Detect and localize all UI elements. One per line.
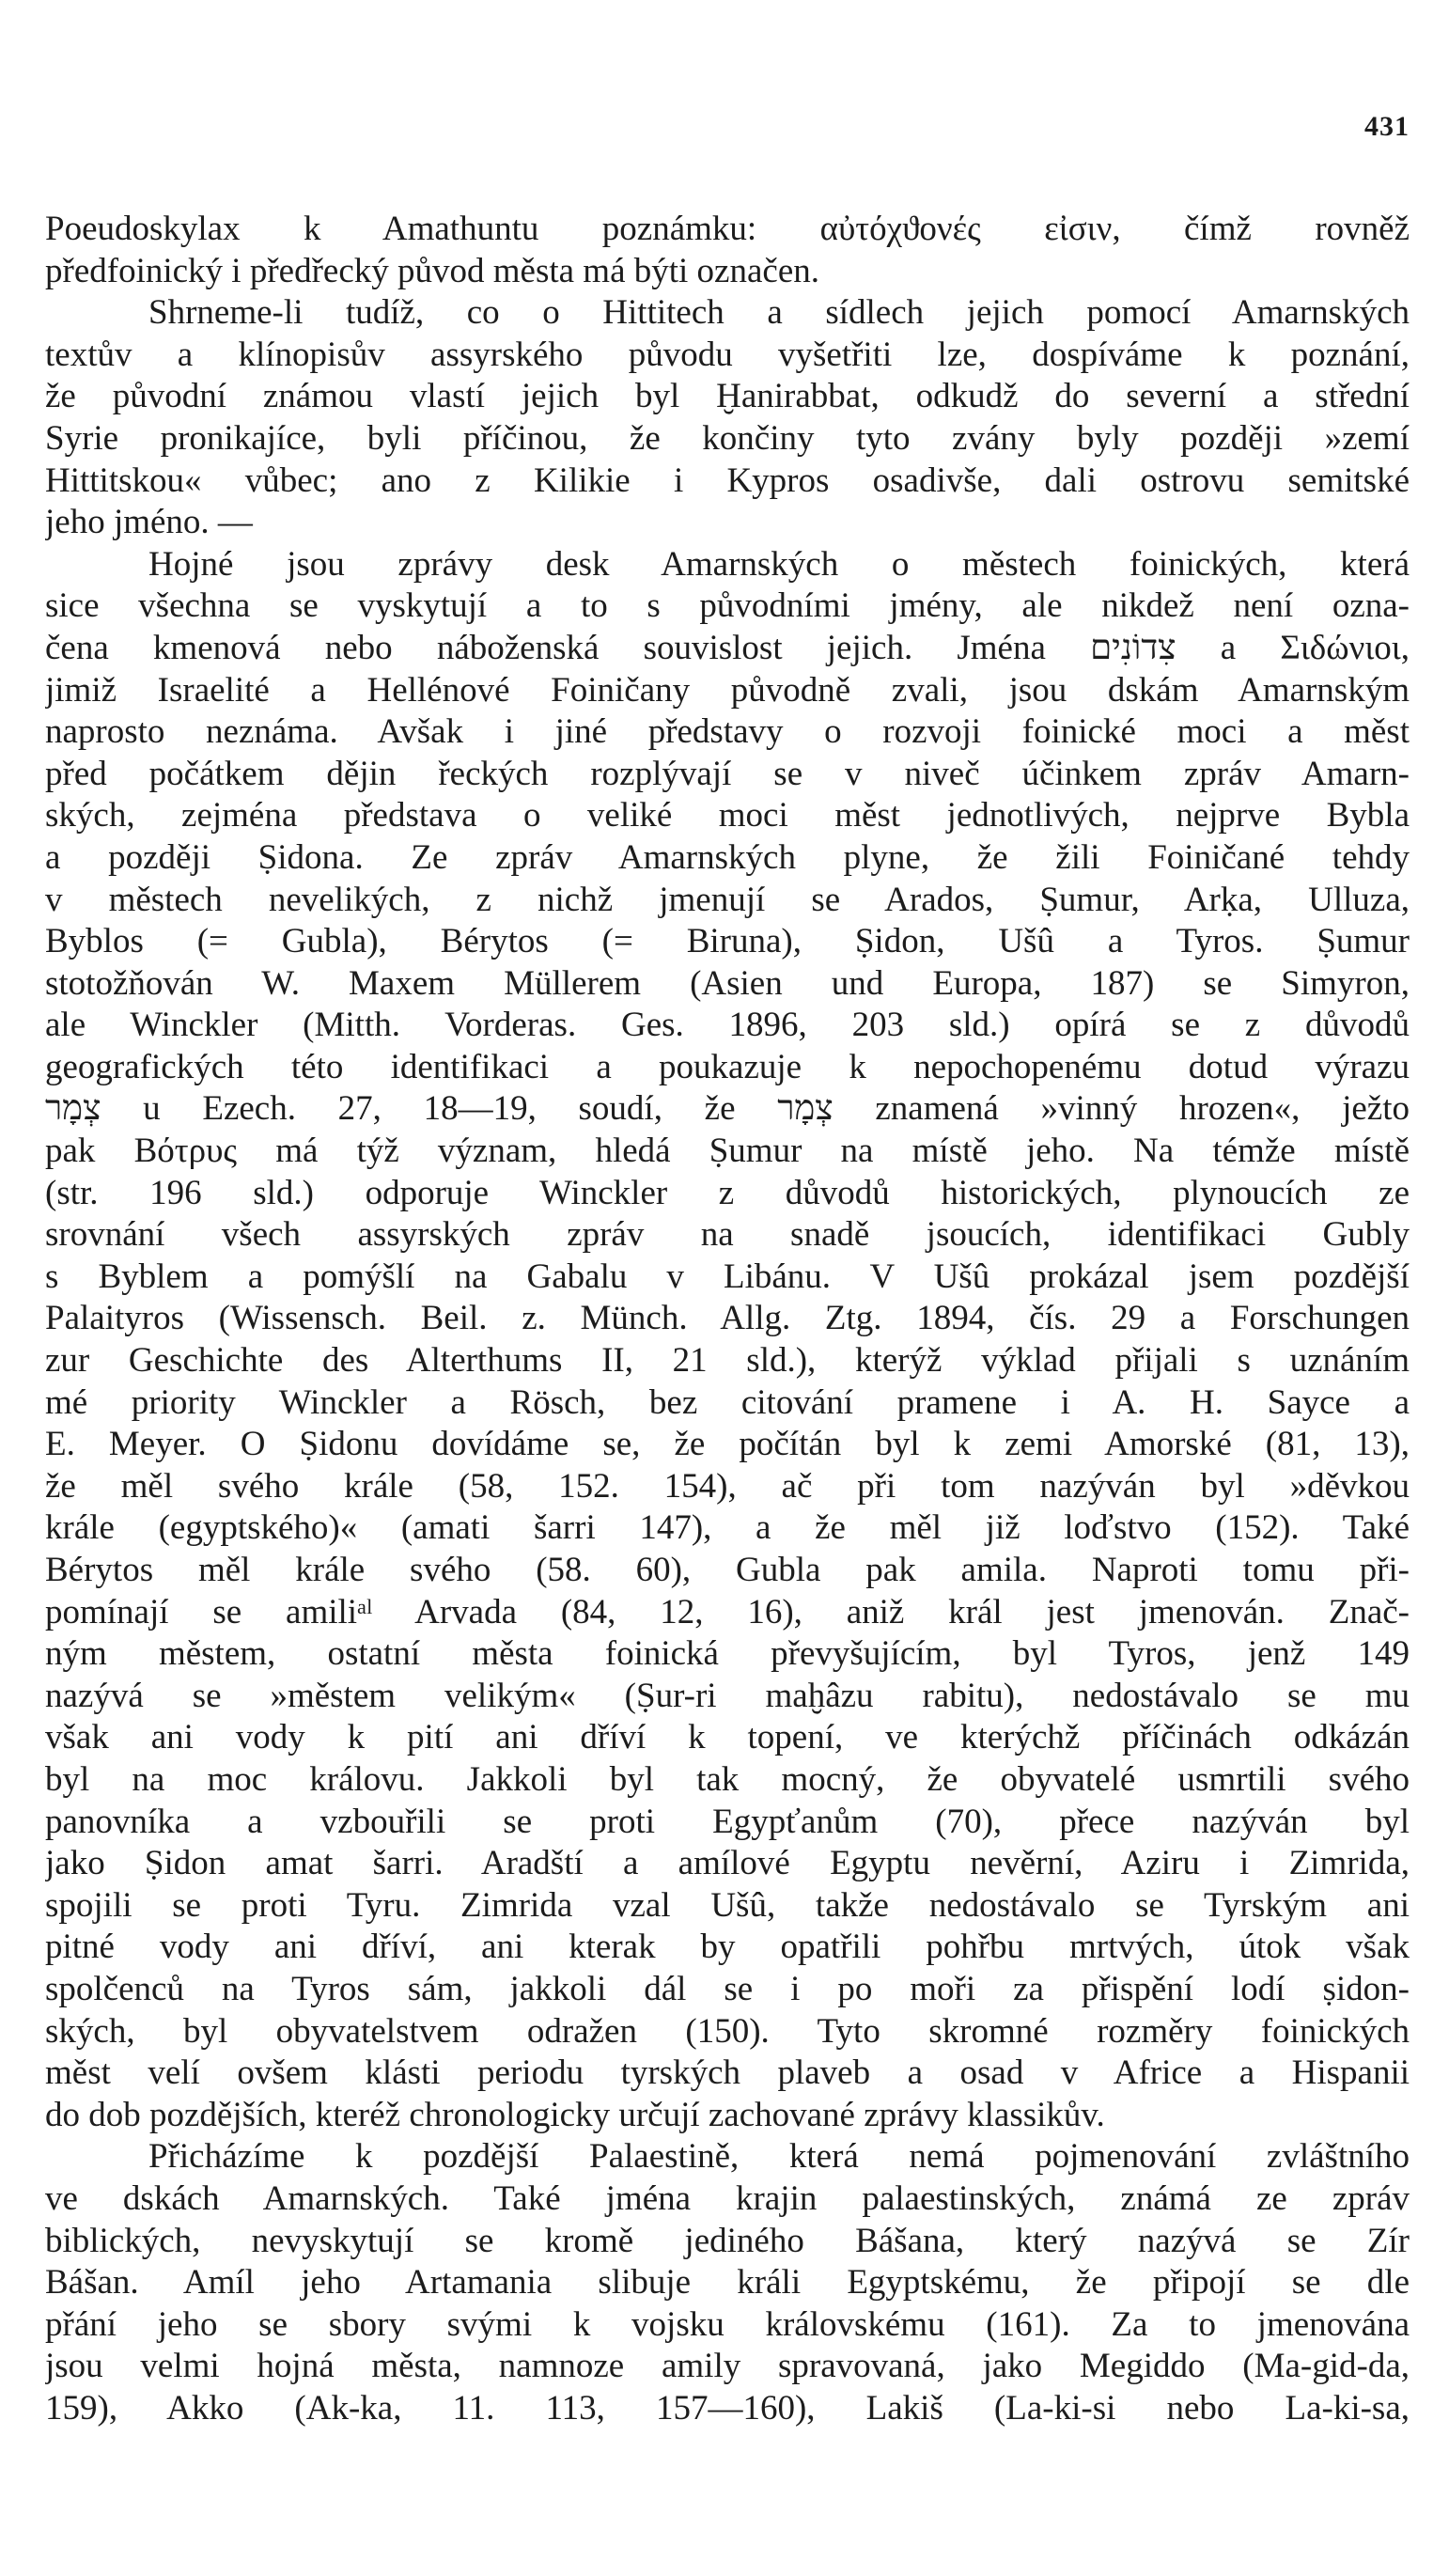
text-line: Palaityros (Wissensch. Beil. z. Münch. Allg. Ztg. 1894, čís. 29 a Forschungen (45, 1299, 1410, 1338)
text-line: Přicházíme k pozdější Palaestině, která nemá pojmenování zvláštního (148, 2137, 1410, 2177)
text-line: pomínají se amiliᵃˡ Arvada (84, 12, 16), aniž král jest jmenován. Znač- (45, 1592, 1410, 1631)
text-line: mé priority Winckler a Rösch, bez citování pramene i A. H. Sayce a (45, 1382, 1410, 1422)
text-line: ným městem, ostatní města foinická převyšujícím, byl Tyros, jenž 149 (45, 1634, 1410, 1674)
page-number: 431 (1364, 111, 1410, 142)
text-line: srovnání všech assyrských zpráv na snadě jsoucích, identifikaci Gubly (45, 1215, 1410, 1255)
text-line: ve dskách Amarnských. Také jména krajin palaestinských, známá ze zpráv (45, 2178, 1410, 2218)
text-line: měst velí ovšem klásti periodu tyrských plaveb a osad v Africe a Hispanii (45, 2053, 1410, 2093)
text-line: Hojné jsou zprávy desk Amarnských o městech foinických, která (148, 544, 1410, 584)
text-line: biblických, nevyskytují se kromě jediného Bášana, který nazývá se Zír (45, 2221, 1410, 2260)
text-line: Syrie pronikajíce, byli příčinou, že končiny tyto zvány byly později »zemí (45, 418, 1410, 458)
text-line: (str. 196 sld.) odporuje Winckler z důvodů historických, plynoucích ze (45, 1173, 1410, 1212)
text-line: s Byblem a pomýšlí na Gabalu v Libánu. V Ušû prokázal jsem pozdější (45, 1257, 1410, 1296)
text-line: že původní známou vlastí jejich byl Ḫanirabbat, odkudž do severní a střední (45, 377, 1410, 416)
text-line: ských, zejména představa o veliké moci měst jednotlivých, nejprve Bybla (45, 796, 1410, 835)
text-line: spolčenců na Tyros sám, jakkoli dál se i po moři za přispění lodí ṣidon- (45, 1969, 1410, 2008)
text-line: Bášan. Amíl jeho Artamania slibuje králi Egyptskému, že připojí se dle (45, 2263, 1410, 2303)
text-line: pitné vody ani dříví, ani kterak by opatřili pohřbu mrtvých, útok však (45, 1928, 1410, 1967)
text-line: ale Winckler (Mitth. Vorderas. Ges. 1896, 203 sld.) opírá se z důvodů (45, 1006, 1410, 1045)
text-line: čena kmenová nebo náboženská souvislost jejich. Jména צִדוֹנִים a Σιδώνιοι, (45, 628, 1410, 667)
text-line: byl na moc královu. Jakkoli byl tak mocný, že obyvatelé usmrtili svého (45, 1759, 1410, 1799)
text-line: ských, byl obyvatelstvem odražen (150). Tyto skromné rozměry foinických (45, 2011, 1410, 2051)
text-line: Shrneme-li tudíž, co o Hittitech a sídlech jejich pomocí Amarnských (148, 293, 1410, 333)
text-line: přání jeho se sbory svými k vojsku královskému (161). Za to jmenována (45, 2304, 1410, 2344)
text-line: v městech nevelikých, z nichž jmenují se Arados, Ṣumur, Arḳa, Ulluza, (45, 880, 1410, 919)
text-line: Poeudoskylax k Amathuntu poznámku: αὐτόχϑονές εἰσιν, čímž rovněž (45, 210, 1410, 248)
text-line: geografických této identifikaci a poukazuje k nepochopenému dotud výrazu (45, 1047, 1410, 1086)
text-line: nazývá se »městem velikým« (Ṣur-ri maḫâzu rabitu), nedostávalo se mu (45, 1676, 1410, 1715)
text-line: sice všechna se vyskytují a to s původními jmény, ale nikdež není ozna- (45, 586, 1410, 626)
text-line: textův a klínopisův assyrského původu vyšetřiti lze, dospíváme k poznání, (45, 335, 1410, 374)
text-line: jeho jméno. — (45, 503, 253, 542)
body-text (45, 209, 1410, 2429)
text-line: 159), Akko (Ak-ka, 11. 113, 157—160), Lakiš (La-ki-si nebo La-ki-sa, (45, 2388, 1410, 2428)
text-line: naprosto neznáma. Avšak i jiné představy o rozvoji foinické moci a měst (45, 712, 1410, 752)
text-line: předfoinický i předřecký původ města má býti označen. (45, 251, 819, 290)
text-line: צְמָר u Ezech. 27, 18—19, soudí, že צְמָר znamená »vinný hrozen«, ježto (45, 1089, 1410, 1129)
text-line: jsou velmi hojná města, namnoze amily spravovaná, jako Megiddo (Ma-gid-da, (45, 2347, 1410, 2386)
text-line: spojili se proti Tyru. Zimrida vzal Ušû, takže nedostávalo se Tyrským ani (45, 1885, 1410, 1925)
text-line: Hittitskou« vůbec; ano z Kilikie i Kypros osadivše, dali ostrovu semitské (45, 461, 1410, 500)
text-line: a později Ṣidona. Ze zpráv Amarnských plyne, že žili Foiničané tehdy (45, 837, 1410, 877)
text-line: stotožňován W. Maxem Müllerem (Asien und Europa, 187) se Simyron, (45, 963, 1410, 1003)
text-line: jimiž Israelité a Hellénové Foiničany původně zvali, jsou dskám Amarnským (45, 670, 1410, 710)
text-line: Byblos (= Gubla), Bérytos (= Biruna), Ṣidon, Ušû a Tyros. Ṣumur (45, 922, 1410, 961)
text-line: Bérytos měl krále svého (58. 60), Gubla pak amila. Naproti tomu při- (45, 1551, 1410, 1589)
text-line: zur Geschichte des Alterthums II, 21 sld.), kterýž výklad přijali s uznáním (45, 1341, 1410, 1381)
text-line: krále (egyptského)« (amati šarri 147), a že měl již loďstvo (152). Také (45, 1508, 1410, 1548)
text-line: pak Βότρυς má týž význam, hledá Ṣumur na místě jeho. Na témže místě (45, 1132, 1410, 1171)
text-line: panovníka a vzbouřili se proti Egypťanům (70), přece nazýván byl (45, 1802, 1410, 1841)
text-line: jako Ṣidon amat šarri. Aradští a amílové Egyptu nevěrní, Aziru i Zimrida, (45, 1844, 1410, 1883)
text-line: E. Meyer. O Ṣidonu dovídáme se, že počítán byl k zemi Amorské (81, 13), (45, 1425, 1410, 1464)
text-line: však ani vody k pití ani dříví k topení, ve kterýchž příčinách odkázán (45, 1718, 1410, 1757)
text-line: do dob pozdějších, kteréž chronologicky určují zachované zprávy klassikův. (45, 2095, 1105, 2134)
text-line: před počátkem dějin řeckých rozplývají se v niveč účinkem zpráv Amarn- (45, 754, 1410, 793)
text-line: že měl svého krále (58, 152. 154), ač při tom nazýván byl »děvkou (45, 1466, 1410, 1506)
